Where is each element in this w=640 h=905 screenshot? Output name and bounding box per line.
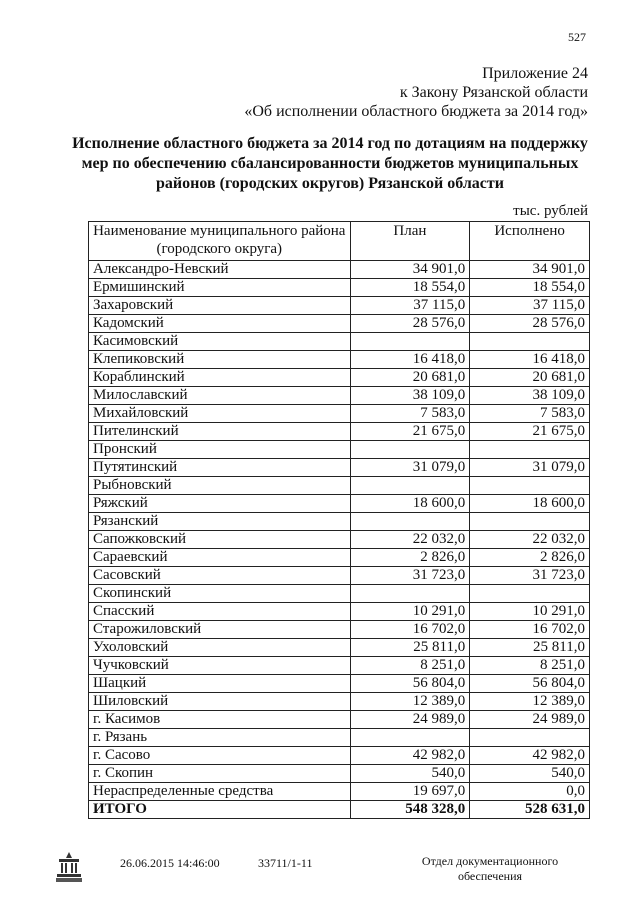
row-done: 38 109,0 [470, 387, 590, 405]
total-done: 528 631,0 [470, 801, 590, 819]
row-done [470, 477, 590, 495]
total-plan: 548 328,0 [350, 801, 470, 819]
row-done: 56 804,0 [470, 675, 590, 693]
row-plan: 31 079,0 [350, 459, 470, 477]
row-plan [350, 333, 470, 351]
row-name: Путятинский [89, 459, 351, 477]
row-done: 18 554,0 [470, 279, 590, 297]
row-plan: 540,0 [350, 765, 470, 783]
row-name: Шиловский [89, 693, 351, 711]
table-row [89, 657, 590, 675]
row-done: 37 115,0 [470, 297, 590, 315]
title-line-2: мер по обеспечению сбалансированности бюджетов муниципальных [81, 155, 579, 172]
table-row [89, 261, 590, 279]
table-row [89, 351, 590, 369]
budget-table [88, 221, 590, 819]
footer-doc-number: 33711/1-11 [258, 856, 313, 870]
annex-line-3: «Об исполнении областного бюджета за 2014 год» [244, 103, 588, 120]
row-done: 42 982,0 [470, 747, 590, 765]
row-plan: 25 811,0 [350, 639, 470, 657]
row-done [470, 441, 590, 459]
row-done: 8 251,0 [470, 657, 590, 675]
table-row [89, 297, 590, 315]
header-name: Наименование муниципального района (городского округа) [89, 222, 351, 261]
row-done: 31 723,0 [470, 567, 590, 585]
table-row [89, 549, 590, 567]
table-row [89, 459, 590, 477]
table-row [89, 333, 590, 351]
footer-department: Отдел документационного обеспечения [421, 854, 559, 883]
row-done [470, 729, 590, 747]
table-row [89, 729, 590, 747]
row-name: Сараевский [89, 549, 351, 567]
row-name: Рязанский [89, 513, 351, 531]
table-header-row [89, 222, 590, 261]
row-plan: 18 600,0 [350, 495, 470, 513]
row-name: Сасовский [89, 567, 351, 585]
row-plan: 56 804,0 [350, 675, 470, 693]
row-plan: 2 826,0 [350, 549, 470, 567]
row-done: 16 418,0 [470, 351, 590, 369]
table-row [89, 567, 590, 585]
table-row [89, 621, 590, 639]
footer-date: 26.06.2015 14:46:00 [120, 856, 220, 870]
row-done: 0,0 [470, 783, 590, 801]
row-name: Захаровский [89, 297, 351, 315]
table-row [89, 423, 590, 441]
row-done: 7 583,0 [470, 405, 590, 423]
row-done: 34 901,0 [470, 261, 590, 279]
table-row [89, 513, 590, 531]
row-plan: 18 554,0 [350, 279, 470, 297]
table-row [89, 387, 590, 405]
table-row [89, 279, 590, 297]
row-done: 24 989,0 [470, 711, 590, 729]
row-plan: 38 109,0 [350, 387, 470, 405]
row-plan: 16 418,0 [350, 351, 470, 369]
table-row [89, 675, 590, 693]
row-plan: 22 032,0 [350, 531, 470, 549]
row-done: 2 826,0 [470, 549, 590, 567]
row-name: Рыбновский [89, 477, 351, 495]
header-done: Исполнено [470, 222, 590, 261]
table-row [89, 585, 590, 603]
document-title [70, 134, 590, 194]
row-done: 12 389,0 [470, 693, 590, 711]
row-name: Сапожковский [89, 531, 351, 549]
page-number: 527 [568, 30, 586, 44]
table-row [89, 441, 590, 459]
row-done: 20 681,0 [470, 369, 590, 387]
duma-seal-icon [54, 850, 84, 884]
table-row [89, 639, 590, 657]
table-row [89, 765, 590, 783]
row-name: Александро-Невский [89, 261, 351, 279]
row-name: Клепиковский [89, 351, 351, 369]
table-body [89, 261, 590, 801]
header-plan: План [350, 222, 470, 261]
row-done [470, 585, 590, 603]
table-row [89, 369, 590, 387]
row-name: Спасский [89, 603, 351, 621]
row-done [470, 333, 590, 351]
row-name: Пронский [89, 441, 351, 459]
row-name: г. Касимов [89, 711, 351, 729]
row-name: Ряжский [89, 495, 351, 513]
row-plan: 19 697,0 [350, 783, 470, 801]
row-plan: 42 982,0 [350, 747, 470, 765]
row-plan [350, 513, 470, 531]
row-done: 16 702,0 [470, 621, 590, 639]
row-name: г. Рязань [89, 729, 351, 747]
table-row [89, 315, 590, 333]
row-done: 31 079,0 [470, 459, 590, 477]
row-plan [350, 477, 470, 495]
row-name: Касимовский [89, 333, 351, 351]
row-name: Милославский [89, 387, 351, 405]
row-name: Михайловский [89, 405, 351, 423]
row-plan: 28 576,0 [350, 315, 470, 333]
row-done: 10 291,0 [470, 603, 590, 621]
row-name: Ермишинский [89, 279, 351, 297]
row-done: 28 576,0 [470, 315, 590, 333]
table-row [89, 495, 590, 513]
row-name: Шацкий [89, 675, 351, 693]
row-plan [350, 585, 470, 603]
row-done: 18 600,0 [470, 495, 590, 513]
table-row [89, 405, 590, 423]
row-plan: 10 291,0 [350, 603, 470, 621]
annex-line-1: Приложение 24 [482, 65, 588, 82]
row-plan: 12 389,0 [350, 693, 470, 711]
row-name: г. Скопин [89, 765, 351, 783]
row-done [470, 513, 590, 531]
annex-line-2: к Закону Рязанской области [399, 84, 588, 101]
row-name: Ухоловский [89, 639, 351, 657]
row-done: 22 032,0 [470, 531, 590, 549]
annex-header [244, 64, 588, 121]
row-done: 540,0 [470, 765, 590, 783]
row-name: Кадомский [89, 315, 351, 333]
row-plan [350, 729, 470, 747]
title-line-3: районов (городских округов) Рязанской области [156, 175, 504, 192]
row-done: 21 675,0 [470, 423, 590, 441]
total-row [89, 801, 590, 819]
row-plan: 8 251,0 [350, 657, 470, 675]
units-label: тыс. рублей [513, 203, 588, 219]
row-name: Нераспределенные средства [89, 783, 351, 801]
row-plan: 16 702,0 [350, 621, 470, 639]
row-plan: 37 115,0 [350, 297, 470, 315]
row-plan: 34 901,0 [350, 261, 470, 279]
row-plan: 21 675,0 [350, 423, 470, 441]
row-plan: 31 723,0 [350, 567, 470, 585]
table-row [89, 531, 590, 549]
table-row [89, 477, 590, 495]
row-name: Скопинский [89, 585, 351, 603]
row-name: Кораблинский [89, 369, 351, 387]
row-plan: 20 681,0 [350, 369, 470, 387]
row-name: Чучковский [89, 657, 351, 675]
row-plan: 7 583,0 [350, 405, 470, 423]
table-row [89, 747, 590, 765]
row-name: г. Сасово [89, 747, 351, 765]
row-plan [350, 441, 470, 459]
row-name: Пителинский [89, 423, 351, 441]
total-label: ИТОГО [89, 801, 351, 819]
table-row [89, 693, 590, 711]
row-done: 25 811,0 [470, 639, 590, 657]
row-name: Старожиловский [89, 621, 351, 639]
table-row [89, 783, 590, 801]
table-row [89, 603, 590, 621]
row-plan: 24 989,0 [350, 711, 470, 729]
table-row [89, 711, 590, 729]
title-line-1: Исполнение областного бюджета за 2014 год по дотациям на поддержку [72, 135, 588, 152]
